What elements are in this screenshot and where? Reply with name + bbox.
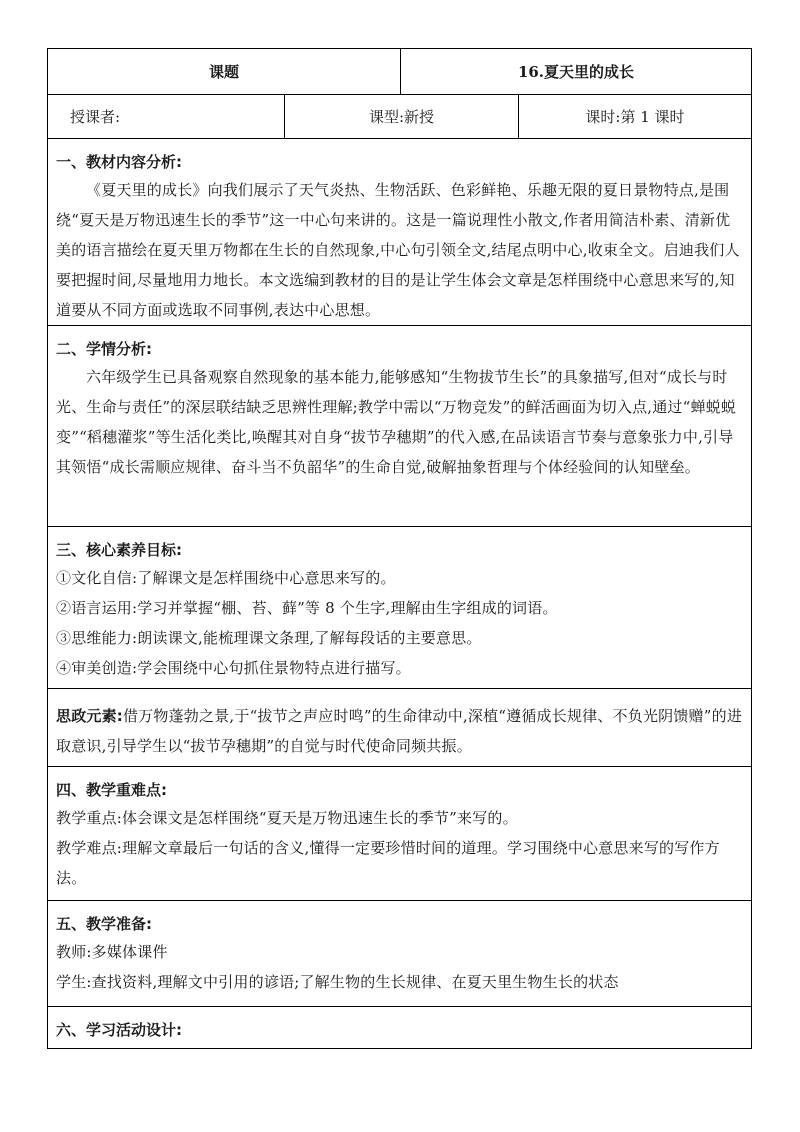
section-material-analysis	[48, 139, 751, 326]
section-title: 四、教学重难点:	[56, 781, 167, 799]
section-title: 三、核心素养目标:	[56, 541, 182, 559]
section-preparation	[48, 901, 751, 1007]
sizheng-paragraph	[56, 701, 743, 761]
section-title: 六、学习活动设计:	[56, 1021, 182, 1039]
sizheng-body: 借万物蓬勃之景,于“拔节之声应时鸣”的生命律动中,深植“遵循成长规律、不负光阴馈赠”的进取意识,引导学生以“拔节孕穗期”的自觉与时代使命同频共振。	[56, 707, 743, 755]
info-row	[48, 95, 751, 139]
lesson-plan-table	[47, 48, 752, 1049]
section-title: 二、学情分析:	[56, 340, 152, 358]
topic-label: 课题	[208, 63, 239, 81]
lesson-type: 课型:新授	[284, 95, 518, 138]
section-sizheng	[48, 689, 751, 767]
section-core-goals	[48, 527, 751, 689]
topic-row	[48, 49, 751, 95]
section-activity-design	[48, 1007, 751, 1048]
topic-value: 16.夏天里的成长	[400, 49, 751, 94]
difficult-point: 教学难点:理解文章最后一句话的含义,懂得一定要珍惜时间的道理。学习围绕中心意思来写的写作方法。	[56, 839, 720, 887]
lesson-hours: 课时:第 1 课时	[518, 95, 751, 138]
teacher-label: 授课者:	[70, 108, 121, 126]
student-preparation: 学生:查找资料,理解文中引用的谚语;了解生物的生长规律、在夏天里生物生长的状态	[56, 973, 619, 991]
section-body: 六年级学生已具备观察自然现象的基本能力,能够感知“生物拔节生长”的具象描写,但对“成长与时光、生命与责任”的深层联结缺乏思辨性理解;教学中需以“万物竞发”的鲜活画面为切入点,通过“蝉蜕蜕变”“稻穗灌浆”等生活化类比,唤醒其对自身“拔节孕穗期”的代入感,在品读语言节奏与意象张力中,引导其领悟“成长需顺应规律、奋斗当不负韶华”的生命自觉,破解抽象哲理与个体经验间的认知壁垒。	[56, 368, 737, 476]
goal-item: ③思维能力:朗读课文,能梳理课文条理,了解每段话的主要意思。	[56, 629, 482, 647]
section-key-points	[48, 767, 751, 901]
sizheng-title: 思政元素:	[56, 707, 123, 725]
goal-item: ②语言运用:学习并掌握“棚、苔、藓”等 8 个生字,理解由生字组成的词语。	[56, 599, 558, 617]
goal-item: ①文化自信:了解课文是怎样围绕中心意思来写的。	[56, 569, 396, 587]
section-title: 五、教学准备:	[56, 915, 152, 933]
section-student-analysis	[48, 326, 751, 527]
section-title: 一、教材内容分析:	[56, 153, 182, 171]
teacher-preparation: 教师:多媒体课件	[56, 943, 168, 961]
key-point: 教学重点:体会课文是怎样围绕“夏天是万物迅速生长的季节”来写的。	[56, 809, 518, 827]
section-body: 《夏天里的成长》向我们展示了天气炎热、生物活跃、色彩鲜艳、乐趣无限的夏日景物特点,是围绕“夏天是万物迅速生长的季节”这一中心句来讲的。这是一篇说理性小散文,作者用简洁朴素、清新优美的语言描绘在夏天里万物都在生长的自然现象,中心句引领全文,结尾点明中心,收束全文。启迪我们人要把握时间,尽量地用力地长。本文选编到教材的目的是让学生体会文章是怎样围绕中心意思来写的,知道要从不同方面或选取不同事例,表达中心思想。	[56, 181, 740, 319]
goal-item: ④审美创造:学会围绕中心句抓住景物特点进行描写。	[56, 659, 411, 677]
